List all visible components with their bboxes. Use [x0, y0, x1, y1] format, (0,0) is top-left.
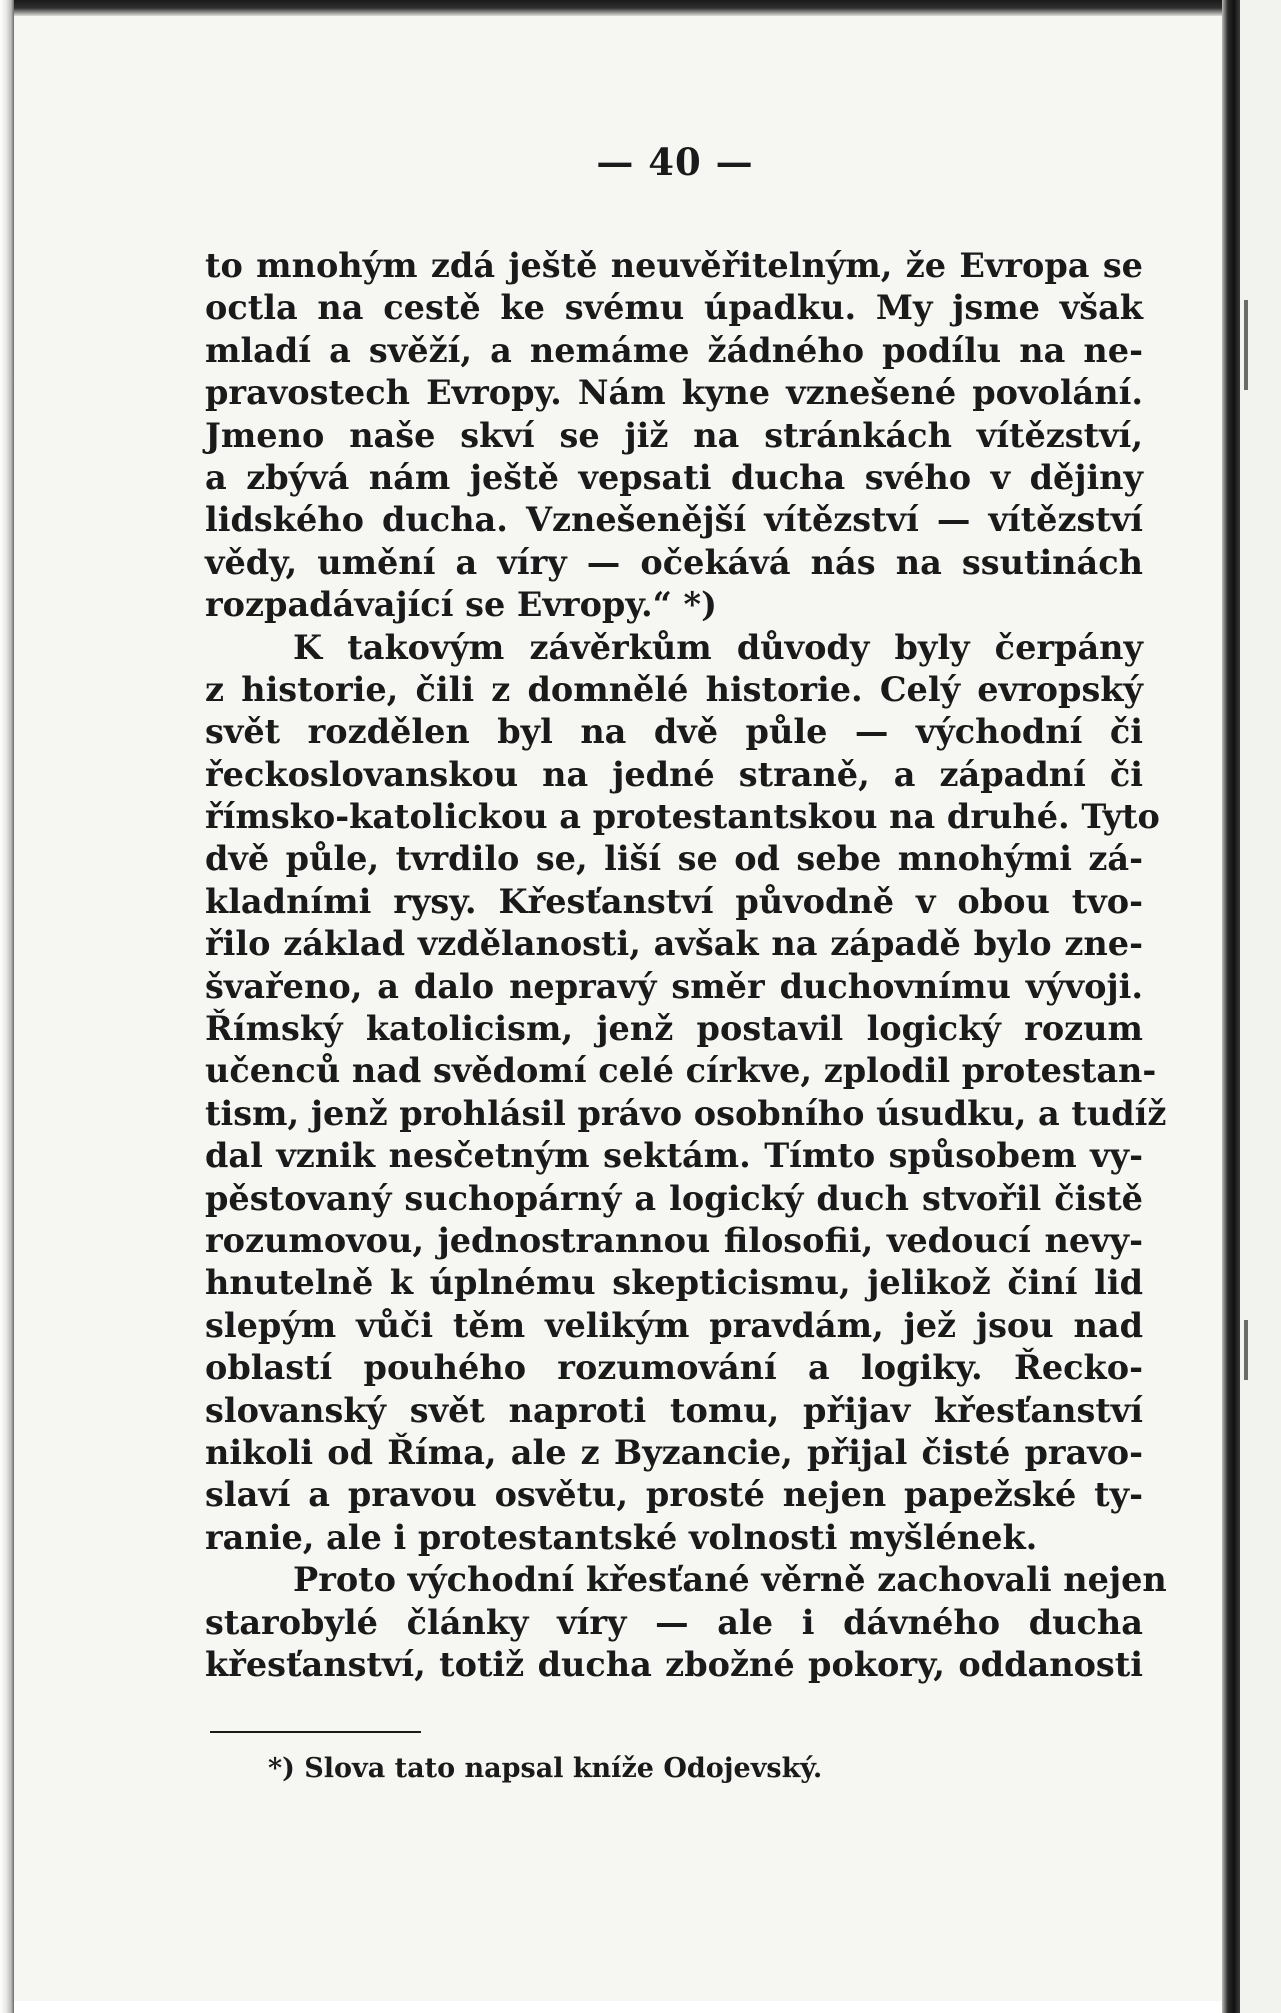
text-line: vědy, umění a víry — očekává nás na ssutinách: [205, 542, 1143, 582]
text-line: oblastí pouhého rozumování a logiky. Řecko-: [205, 1348, 1143, 1388]
text-line: ranie, ale i protestantské volnosti myšlének.: [205, 1517, 1038, 1557]
text-line: učenců nad svědomí celé církve, zplodil protestan-: [205, 1051, 1157, 1091]
text-line: rozpadávající se Evropy.“ *): [205, 585, 717, 625]
text-line: Jmeno naše skví se již na stránkách vítězství,: [205, 415, 1143, 455]
text-line: to mnohým zdá ještě neuvěřitelným, že Evropa se: [205, 246, 1143, 285]
text-line: slaví a pravou osvětu, prosté nejen papežské ty-: [205, 1475, 1143, 1515]
text-line: pěstovaný suchopárný a logický duch stvořil čistě: [205, 1178, 1143, 1218]
text-line: z historie, čili z domnělé historie. Celý evropský: [205, 669, 1143, 709]
text-line: Římský katolicism, jenž postavil logický rozum: [205, 1009, 1143, 1049]
text-line: řilo základ vzdělanosti, avšak na západě bylo zne-: [205, 924, 1143, 964]
text-line: pravostech Evropy. Nám kyne vznešené povolání.: [205, 373, 1143, 413]
page-number: — 40 —: [596, 140, 754, 184]
text-line: K takovým závěrkům důvody byly čerpány: [293, 627, 1143, 667]
text-line: římsko-katolickou a protestantskou na druhé. Tyto: [205, 797, 1160, 837]
text-line: Proto východní křesťané věrně zachovali nejen: [293, 1560, 1167, 1600]
text-line: slovanský svět naproti tomu, přijav křesťanství: [205, 1390, 1143, 1430]
text-line: svět rozdělen byl na dvě půle — východní či: [205, 712, 1143, 752]
strip-mark: [1244, 300, 1248, 390]
text-line: hnutelně k úplnému skepticismu, jelikož činí lid: [205, 1263, 1143, 1303]
text-line: tism, jenž prohlásil právo osobního úsudku, a tudíž: [205, 1093, 1167, 1133]
text-line: octla na cestě ke svému úpadku. My jsme však: [205, 288, 1143, 328]
body-text: [205, 245, 1167, 1686]
text-line: řeckoslovanskou na jedné straně, a západní či: [205, 754, 1143, 794]
text-line: mladí a svěží, a nemáme žádného podílu na ne-: [205, 330, 1143, 370]
scan-top-edge: [0, 0, 1281, 16]
text-line: křesťanství, totiž ducha zbožné pokory, oddanosti: [205, 1644, 1143, 1684]
footnote-rule: [210, 1731, 421, 1733]
text-line: kladními rysy. Křesťanství původně v obou tvo-: [205, 881, 1143, 921]
text-line: dvě půle, tvrdilo se, liší se od sebe mnohými zá-: [205, 839, 1143, 879]
page-right-edge: [1222, 0, 1240, 2013]
text-line: starobylé články víry — ale i dávného ducha: [205, 1602, 1143, 1642]
text-line: slepým vůči těm velikým pravdám, jež jsou nad: [205, 1305, 1143, 1345]
text-line: dal vznik nesčetným sektám. Tímto spůsobem vy-: [205, 1136, 1143, 1176]
text-line: lidského ducha. Vznešenější vítězství — vítězství: [205, 500, 1143, 540]
footnote: *) Slova tato napsal kníže Odojevský.: [268, 1753, 823, 1784]
text-line: a zbývá nám ještě vepsati ducha svého v dějiny: [205, 457, 1143, 497]
text-line: rozumovou, jednostrannou filosofii, vedoucí nevy-: [205, 1220, 1143, 1260]
text-line: nikoli od Říma, ale z Byzancie, přijal čisté pravo-: [205, 1432, 1143, 1472]
strip-mark: [1244, 1320, 1248, 1380]
text-line: švařeno, a dalo nepravý směr duchovnímu vývoji.: [205, 966, 1143, 1006]
scan-left-edge: [0, 0, 14, 2013]
